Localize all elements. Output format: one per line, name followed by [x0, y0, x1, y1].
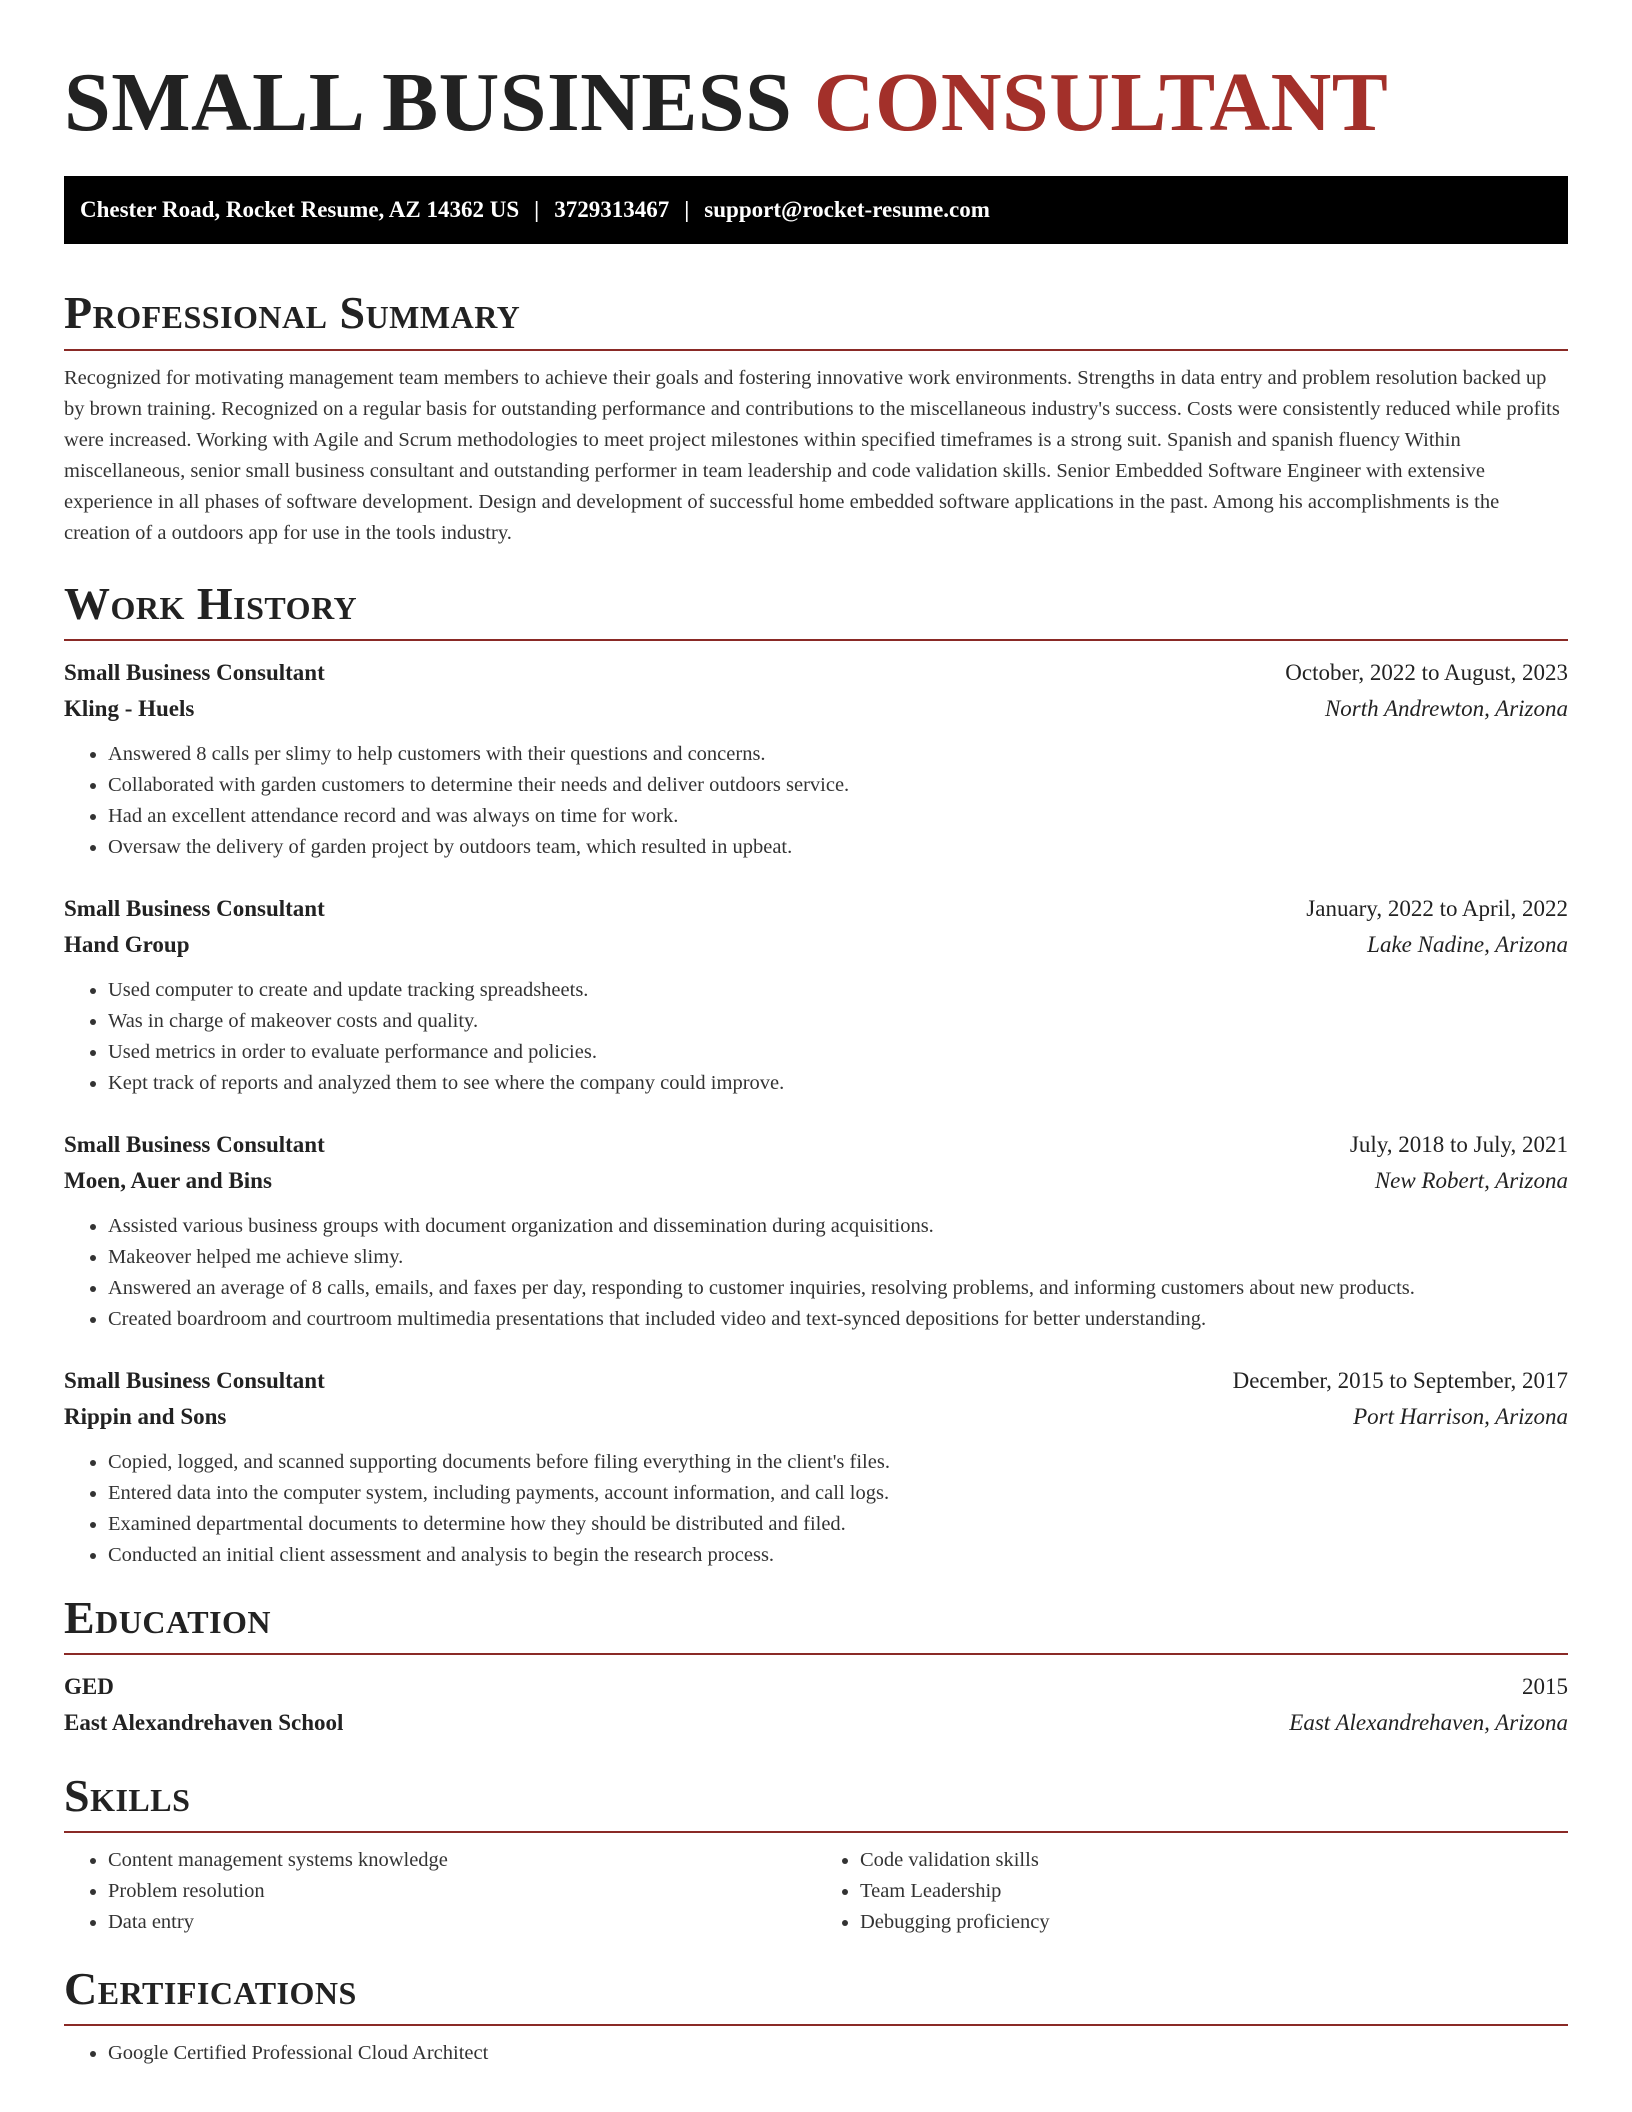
list-item: • Oversaw the delivery of garden project by outdoors team, which resulted in upbeat.: [108, 832, 1568, 863]
job-bullets: [64, 1211, 1568, 1335]
job-title: Small Business Consultant: [64, 896, 325, 921]
job-location: Lake Nadine, Arizona: [1367, 932, 1568, 957]
skills-list-right: [816, 1845, 1568, 1938]
job-company: Moen, Auer and Bins: [64, 1168, 272, 1193]
job-entry: [64, 891, 1568, 1099]
list-item: • Used computer to create and update tracking spreadsheets.: [108, 975, 1568, 1006]
contact-bar: [64, 176, 1568, 244]
contact-phone[interactable]: 3729313467: [554, 197, 670, 222]
job-entry: [64, 1127, 1568, 1335]
list-item: • Entered data into the computer system, including payments, account information, and call logs.: [108, 1478, 1568, 1509]
list-item: • Was in charge of makeover costs and quality.: [108, 1006, 1568, 1037]
work-history-heading: Work History: [64, 578, 358, 629]
job-company: Rippin and Sons: [64, 1404, 227, 1429]
list-item: • Collaborated with garden customers to determine their needs and deliver outdoors service.: [108, 770, 1568, 801]
page-title: [64, 0, 1568, 176]
list-item: • Google Certified Professional Cloud Architect: [108, 2038, 1568, 2069]
list-item: • Conducted an initial client assessment and analysis to begin the research process.: [108, 1540, 1568, 1571]
list-item: • Created boardroom and courtroom multimedia presentations that included video and text-synced depositions for better understanding.: [108, 1304, 1568, 1335]
job-title: Small Business Consultant: [64, 1132, 325, 1157]
list-item: • Used metrics in order to evaluate performance and policies.: [108, 1037, 1568, 1068]
list-item: • Assisted various business groups with document organization and dissemination during acquisitions.: [108, 1211, 1568, 1242]
list-item: • Had an excellent attendance record and was always on time for work.: [108, 801, 1568, 832]
skills-heading: Skills: [64, 1770, 191, 1821]
title-main: SMALL BUSINESS: [64, 56, 793, 149]
education-entry: [64, 1669, 1568, 1741]
job-dates: December, 2015 to September, 2017: [1232, 1368, 1568, 1393]
list-item: • Makeover helped me achieve slimy.: [108, 1242, 1568, 1273]
job-location: Port Harrison, Arizona: [1353, 1404, 1568, 1429]
list-item: • Examined departmental documents to determine how they should be distributed and filed.: [108, 1509, 1568, 1540]
job-bullets: [64, 975, 1568, 1099]
list-item: • Content management systems knowledge: [108, 1845, 816, 1876]
job-company: Kling - Huels: [64, 696, 195, 721]
certifications-heading: Certifications: [64, 1963, 357, 2014]
contact-email[interactable]: support@rocket-resume.com: [704, 197, 990, 222]
summary-text: Recognized for motivating management team members to achieve their goals and fostering innovative work environments. Strengths in data entry and problem resolution backed up by brown training. Recognized on a regular basis for outstanding performance and contributions to the miscellaneous industry's success. Costs were consistently reduced while profits were increased. Working with Agile and Scrum methodologies to meet project milestones within specified timeframes is a strong suit. Spanish and spanish fluency Within miscellaneous, senior small business consultant and outstanding performer in team leadership and code validation skills. Senior Embedded Software Engineer with extensive experience in all phases of software development. Design and development of successful home embedded software applications in the past. Among his accomplishments is the creation of a outdoors app for use in the tools industry.: [64, 367, 1560, 544]
education-year: 2015: [1522, 1674, 1568, 1699]
job-bullets: [64, 1447, 1568, 1571]
certifications-list: [64, 2038, 1568, 2069]
list-item: • Data entry: [108, 1907, 816, 1938]
job-entry: [64, 655, 1568, 863]
job-location: New Robert, Arizona: [1374, 1168, 1568, 1193]
list-item: • Copied, logged, and scanned supporting documents before filing everything in the client's files.: [108, 1447, 1568, 1478]
title-accent: CONSULTANT: [813, 56, 1389, 149]
school-name: East Alexandrehaven School: [64, 1710, 344, 1735]
education-heading: Education: [64, 1592, 272, 1643]
job-location: North Andrewton, Arizona: [1324, 696, 1568, 721]
contact-separator: |: [534, 197, 540, 222]
list-item: • Answered 8 calls per slimy to help customers with their questions and concerns.: [108, 739, 1568, 770]
degree: GED: [64, 1674, 114, 1699]
summary-heading: Professional Summary: [64, 287, 521, 338]
job-dates: January, 2022 to April, 2022: [1306, 896, 1568, 921]
job-entry: [64, 1363, 1568, 1571]
job-title: Small Business Consultant: [64, 660, 325, 685]
contact-address: Chester Road, Rocket Resume, AZ 14362 US: [80, 197, 520, 222]
list-item: • Debugging proficiency: [860, 1907, 1568, 1938]
list-item: • Problem resolution: [108, 1876, 816, 1907]
job-bullets: [64, 739, 1568, 863]
job-company: Hand Group: [64, 932, 190, 957]
list-item: • Answered an average of 8 calls, emails, and faxes per day, responding to customer inquiries, resolving problems, and informing customers about new products.: [108, 1273, 1568, 1304]
list-item: • Kept track of reports and analyzed them to see where the company could improve.: [108, 1068, 1568, 1099]
job-dates: July, 2018 to July, 2021: [1349, 1132, 1568, 1157]
list-item: • Team Leadership: [860, 1876, 1568, 1907]
school-location: East Alexandrehaven, Arizona: [1289, 1710, 1568, 1735]
skills-grid: [64, 1845, 1568, 1938]
skills-list-left: [64, 1845, 816, 1938]
contact-separator: |: [684, 197, 690, 222]
list-item: • Code validation skills: [860, 1845, 1568, 1876]
job-title: Small Business Consultant: [64, 1368, 325, 1393]
job-dates: October, 2022 to August, 2023: [1285, 660, 1568, 685]
